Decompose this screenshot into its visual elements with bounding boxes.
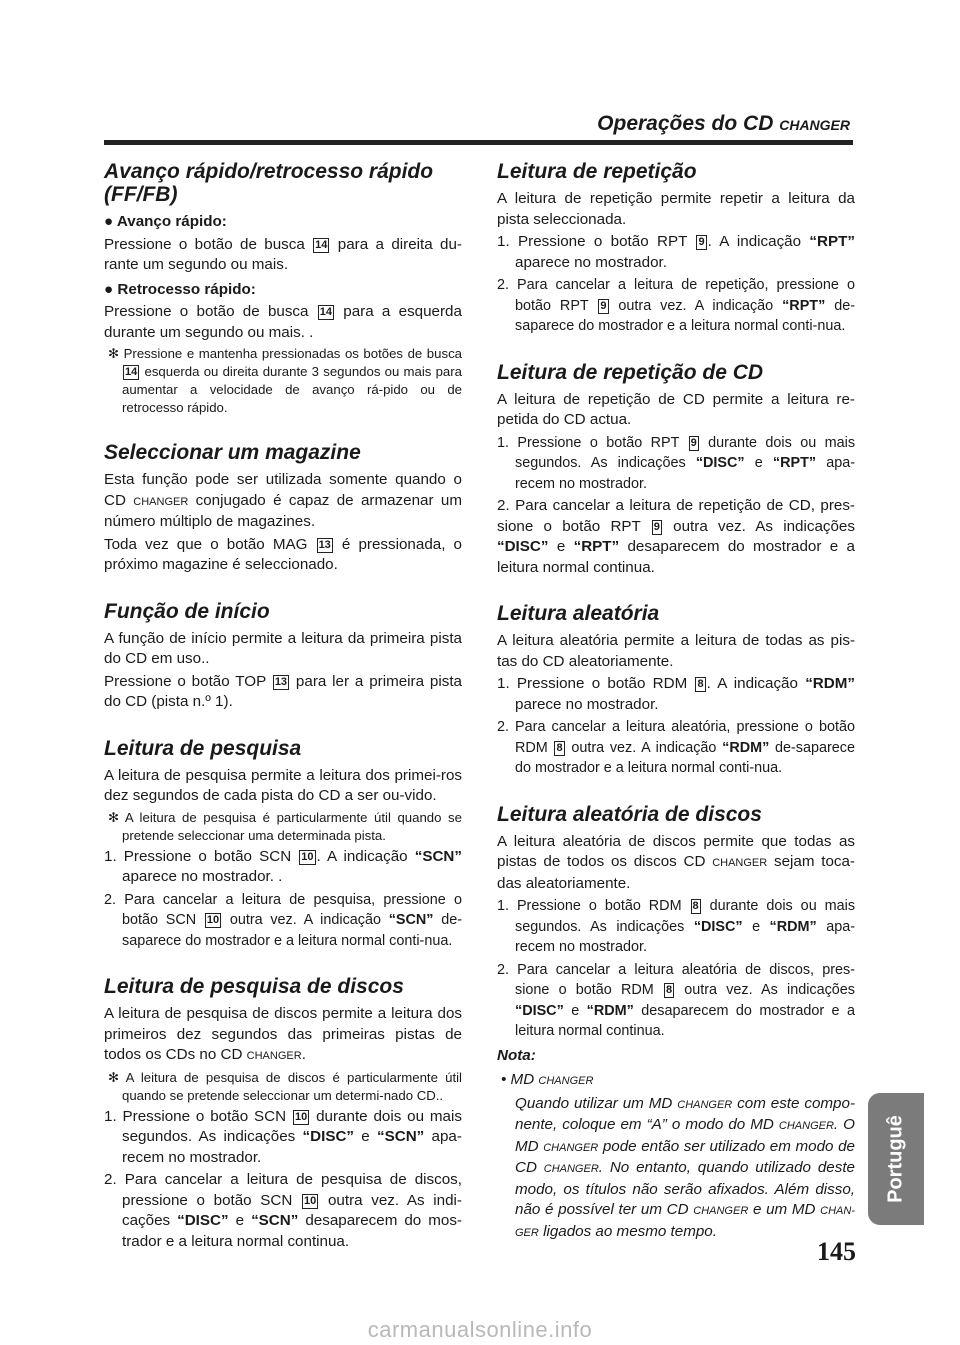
header-title-smallcaps: CHANGER [779,117,850,133]
page-header [0,112,850,136]
section-title-scn: Leitura de pesquisa [104,736,302,760]
ff-para-1: Pressione o botão de busca 14 para a direita du-rante um segundo ou mais. [104,235,462,273]
dscn-note: ✻ A leitura de pesquisa de discos é particularmente útil quando se pretende seleccionar um determi-nado CD.. [108,1069,462,1103]
rdm-para-1: A leitura aleatória permite a leitura de todas as pis-tas do CD aleatoriamente. [497,632,855,670]
scn-note: ✻ A leitura de pesquisa é particularmente útil quando se pretende seleccionar uma determinada pista. [108,809,462,843]
scn-step-2: 2. Para cancelar a leitura de pesquisa, pressione o botão SCN 10 outra vez. A indicação “SCN” de-saparece do mostrador e a leitura normal conti-nua. [104,891,462,949]
header-title: Operações do CD [597,112,774,135]
key-14: 14 [315,238,328,251]
bullet-forward: ● Avanço rápido: [104,213,227,230]
page-number: 145 [817,1237,856,1266]
section-title-rpt: Leitura de repetição [497,160,697,183]
drdm-step-2: 2. Para cancelar a leitura aleatória de discos, pres-sione o botão RDM 8 outra vez. As indicações “DISC” e “RDM” desaparecem do mostrador e a leitura normal continua. [497,961,856,1039]
top-para-1: A função de início permite a leitura da primeira pista do CD em uso.. [104,629,462,667]
key-13: 13 [274,675,288,688]
key-10: 10 [294,1110,308,1123]
section-title-ff: Avanço rápido/retrocesso rápido (FF/FB) [104,160,434,206]
rpt-para-1: A leitura de repetição permite repetir a leitura da pista seleccionada. [497,190,855,228]
drpt-para-1: A leitura de repetição de CD permite a leitura re-petida do CD actua. [497,390,855,428]
nota-body: Quando utilizar um MD CHANGER com este compo-nente, coloque em “A” o modo do MD CHANGER. O MD CHANGER pode então ser utilizado em modo de CD CHANGER. No entanto, quando utilizado deste modo, os títulos não serão afixados. Além disso, não é possível ter um CD CHANGER e um MD CHAN-GER ligados ao mesmo tempo. [515,1094,855,1240]
scn-step-1: 1. Pressione o botão SCN 10 . A indicação “SCN” aparece no mostrador. . [104,847,462,885]
nota-item: • MD CHANGER [501,1071,594,1088]
header-rule [104,140,853,145]
key-14: 14 [125,366,138,378]
drpt-step-2: 2. Para cancelar a leitura de repetição de CD, pres-sione o botão RPT 9 outra vez. As indicações “DISC” e “RPT” desaparecem do mostrador e a leitura normal continua. [497,497,855,576]
language-tab-label: Portuguê [884,1115,907,1203]
scn-para-1: A leitura de pesquisa permite a leitura dos primei-ros dez segundos de cada pista do CD a ser ou-vido. [104,766,462,804]
key-8: 8 [692,900,699,912]
key-8: 8 [665,984,673,996]
ff-note: ✻ Pressione e mantenha pressionadas os botões de busca 14 esquerda ou direita durante 3 segundos ou mais para aumentar a velocidade de avanço rá-pido ou de retrocesso rápido. [108,346,463,415]
section-title-mag: Seleccionar um magazine [104,441,361,464]
key-10: 10 [301,850,314,863]
key-9: 9 [653,520,660,533]
rdm-step-2: 2. Para cancelar a leitura aleatória, pressione o botão RDM 8 outra vez. A indicação “RDM” de-saparece do mostrador e a leitura normal conti-nua. [497,719,855,776]
rpt-step-1: 1. Pressione o botão RPT 9 . A indicação “RPT” aparece no mostrador. [497,233,855,271]
language-tab [868,1093,924,1225]
mag-para-1: Esta função pode ser utilizada somente quando o CD CHANGER conjugado é capaz de armazenar um número múltiplo de magazines. [104,471,462,530]
drpt-step-1: 1. Pressione o botão RPT 9 durante dois ou mais segundos. As indicações “DISC” e “RPT” apa-recem no mostrador. [497,434,856,492]
dscn-step-1: 1. Pressione o botão SCN 10 durante dois ou mais segundos. As indicações “DISC” e “SCN” apa-recem no mostrador. [104,1107,462,1166]
bullet-backward: ● Retrocesso rápido: [104,280,256,298]
key-9: 9 [690,436,697,449]
drdm-step-1: 1. Pressione o botão RDM 8 durante dois ou mais segundos. As indicações “DISC” e “RDM” apa-recem no mostrador. [497,898,856,955]
left-column [104,160,462,1254]
section-title-dscn: Leitura de pesquisa de discos [104,975,404,998]
key-10: 10 [206,914,220,926]
mag-para-2: Toda vez que o botão MAG 13 é pressionada, o próximo magazine é seleccionado. [104,535,462,573]
section-title-drdm: Leitura aleatória de discos [497,802,762,826]
dscn-step-2: 2. Para cancelar a leitura de pesquisa de discos, pressione o botão SCN 10 outra vez. As indi-cações “DISC” e “SCN” desaparecem do mos-trador e a leitura normal continua. [104,1171,462,1250]
drdm-para-1: A leitura aleatória de discos permite que todas as pistas de todos os discos CD CHANGER sejam toca-das aleatoriamente. [497,832,855,892]
rdm-step-1: 1. Pressione o botão RDM 8 . A indicação “RDM” parece no mostrador. [497,675,855,713]
key-8: 8 [697,678,704,690]
key-13: 13 [318,538,331,551]
key-8: 8 [556,741,563,754]
key-14: 14 [319,306,332,318]
rpt-step-2: 2. Para cancelar a leitura de repetição, pressione o botão RPT 9 outra vez. A indicação “RPT” de-saparece do mostrador e a leitura normal conti-nua. [497,277,856,334]
key-10: 10 [304,1194,317,1207]
key-9: 9 [600,299,607,312]
nota-label: Nota: [497,1046,536,1064]
dscn-para-1: A leitura de pesquisa de discos permite a leitura dos primeiros dez segundos das primeiras pistas de todos os CDs no CD CHANGER. [104,1005,462,1063]
section-title-drpt: Leitura de repetição de CD [497,360,764,384]
key-9: 9 [698,236,705,248]
watermark: carmanualsonline.info [367,1317,593,1342]
right-column [497,160,855,1245]
top-para-2: Pressione o botão TOP 13 para ler a primeira pista do CD (pista n.º 1). [104,672,462,710]
section-title-top: Função de início [104,599,270,623]
ff-para-2: Pressione o botão de busca 14 para a esquerda durante um segundo ou mais. . [104,303,462,341]
section-title-rdm: Leitura aleatória [497,602,660,625]
